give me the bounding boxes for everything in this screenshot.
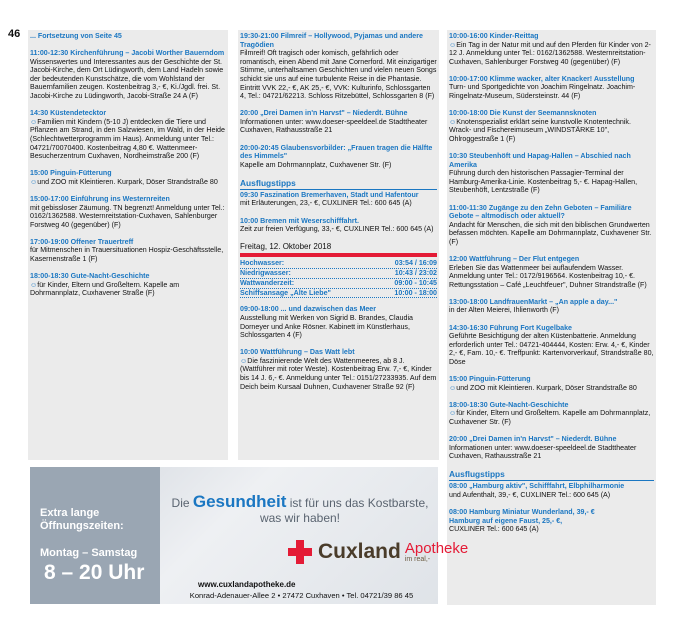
event-description: mit Erläuterungen, 23,- €, CUXLINER Tel.: 600 645 (A) [240, 199, 412, 208]
pharmacy-advertisement [30, 467, 469, 604]
smiley-icon: ☺ [30, 177, 38, 186]
tide-time: 09:00 - 10:45 [394, 278, 437, 287]
event-entry [240, 305, 437, 339]
event-title: 09:00-18:00 ... und dazwischen das Meer [240, 305, 377, 314]
event-title: 10:30 Steubenhöft und Hapag-Hallen – Abschied nach Amerika [449, 152, 631, 169]
tide-time: 10:43 / 23:02 [394, 268, 437, 277]
event-description: Geführte Besichtigung der alten Küstenbatterie. Anmeldung erforderlich unter Tel.: 04721-404444, Kosten: Erw. 4,- €, Kinder 2,- €, Fam. 10,- €. Treffpunkt: Kartenvorverkauf, Strandstraße 80, Döse [449, 332, 654, 366]
event-entry [449, 435, 654, 461]
event-entry [30, 195, 226, 229]
event-description: Kapelle am Dohrmannplatz, Cuxhavener Str. (F) [240, 160, 392, 169]
event-title: 10:00-18:00 Die Kunst der Seemannsknoten [449, 109, 597, 118]
ad-slogan: Die Gesundheit ist für uns das Kostbarste, was wir haben! [171, 492, 429, 525]
event-entry [449, 32, 654, 66]
tide-row [240, 279, 437, 289]
page-number: 46 [8, 28, 21, 40]
event-entry [449, 298, 654, 315]
event-description: Zeit zur freien Verfügung, 33,- €, CUXLINER Tel.: 600 645 (A) [240, 225, 434, 234]
event-description: Ausstellung mit Werken von Sigrid B. Brandes, Claudia Dorneyer und Anke Rösner. Kabinett im Künstlerhaus, Schlossgarten 4 (F) [240, 313, 413, 340]
tide-time: 10:00 - 18:00 [394, 288, 437, 297]
event-title: 20:00 „Drei Damen in'n Harvst" – Niederdt. Bühne [240, 109, 408, 118]
event-description: Erleben Sie das Wattenmeer bei auflaufendem Wasser. Anmeldung unter Tel.: 0172/9196564. Kostenbeitrag 10,- €. Rettungsstation – Café „Leuchtfeuer", Duhner Strandstraße (F) [449, 263, 647, 289]
event-description: für Kinder, Eltern und Großeltern. Kapelle am Dohrmannplatz, Cuxhavener Str. (F) [449, 409, 651, 426]
event-title: 20:00 „Drei Damen in'n Harvst" – Niederdt. Bühne [449, 434, 617, 443]
event-title: 11:00-12:30 Kirchenführung – Jacobi Worther Bauerndom [30, 49, 225, 58]
event-title-2: Hamburg auf eigene Faust, 25,- €, [449, 516, 563, 525]
tide-table [240, 259, 437, 298]
event-title: 17:00-19:00 Offener Trauertreff [30, 237, 134, 246]
event-description: und ZOO mit Kleintieren. Kurpark, Döser Strandstraße 80 [37, 177, 218, 186]
event-entry [30, 272, 226, 298]
column-2 [240, 32, 437, 400]
event-title: 18:00-18:30 Gute-Nacht-Geschichte [30, 272, 150, 281]
section-heading-ausflugstipps: Ausflugstipps [240, 178, 437, 190]
ad-days: Montag – Samstag [40, 547, 138, 559]
tide-label: Schiffsansage „Alte Liebe" [240, 288, 331, 297]
smiley-icon: ☺ [449, 383, 457, 392]
smiley-icon: ☺ [30, 280, 38, 289]
event-entry [240, 109, 437, 135]
tide-time: 03:54 / 16:09 [394, 259, 437, 268]
day-heading: Freitag, 12. Oktober 2018 [240, 242, 437, 257]
event-title: 13:00-18:00 LandfrauenMarkt – „An apple a day..." [449, 297, 618, 306]
event-title: 12:00 Wattführung – Der Flut entgegen [449, 254, 580, 263]
ad-extra-hours: Extra lange Öffnungszeiten: [40, 507, 124, 532]
event-title: 15:00 Pinguin-Fütterung [449, 375, 531, 383]
event-description: und ZOO mit Kleintieren. Kurpark, Döser Strandstraße 80 [456, 383, 637, 392]
event-entry [449, 482, 654, 499]
event-entry [240, 348, 437, 391]
event-title: 08:00 Hamburg Miniatur Wunderland, 39,- € [449, 507, 595, 516]
event-title: 14:30-16:30 Führung Fort Kugelbake [449, 323, 572, 332]
event-entry [449, 204, 654, 247]
event-entry [240, 217, 437, 234]
event-description: Knotenspezialist erklärt seine kunstvolle Knotentechnik. Wrack- und Fischereimuseum „WINDSTÄRKE 10", Ohlroggestraße 1 (F) [449, 117, 631, 143]
event-entry [449, 508, 654, 534]
event-title: 14:30 Küstendetecktor [30, 109, 107, 118]
smiley-icon: ☺ [449, 409, 457, 418]
event-description: Führung durch den historischen Passagier-Terminal der Hamburg-Amerika-Linie. Kostenbeitrag 5,- €. Hapag-Hallen, Steubenhöft, Lentzstraße (F) [449, 169, 638, 195]
event-description: Informationen unter: www.doeser-speeldeel.de Stadttheater Cuxhaven, Rathausstraße 21 [449, 443, 637, 461]
event-description: Turn- und Sportgedichte von Joachim Ringelnatz. Joachim-Ringelnatz-Museum, Südersteinstr. 44 (F) [449, 83, 636, 101]
ad-website[interactable]: www.cuxlandapotheke.de [198, 580, 296, 589]
event-description: in der Alten Meierei, Ihlienworth (F) [449, 306, 559, 315]
smiley-icon: ☺ [240, 356, 248, 365]
event-title: 10:00 Bremen mit Weserschifffahrt. [240, 216, 359, 225]
ad-address: Konrad-Adenauer-Allee 2 • 27472 Cuxhaven • Tel. 04721/39 86 45 [189, 591, 414, 600]
event-title: 15:00 Pinguin-Fütterung [30, 169, 112, 178]
event-description: Familien mit Kindern (5-10 J) entdecken die Tiere und Pflanzen am Strand, in den Salzwiesen, im Wald, in der Heide (Schlechtwetterprogramm im Haus). Anmeldung unter Tel.: 04721/70070400. Kostenbeitrag 4,80 €. Wattenmeer-Besucherzentrum Cuxhaven, Nordheimstraße 200 (F) [30, 117, 225, 161]
smiley-icon: ☺ [449, 117, 457, 126]
pharmacy-logo: Cuxland Apotheke im real,- [288, 540, 468, 564]
tide-row [240, 259, 437, 269]
event-entry [449, 324, 654, 367]
tide-label: Niedrigwasser: [240, 268, 291, 277]
event-description: und Aufenthalt, 39,- €, CUXLINER Tel.: 600 645 (A) [449, 490, 611, 499]
event-title: 15:00-17:00 Einführung ins Westernreiten [30, 194, 170, 203]
smiley-icon: ☺ [30, 117, 38, 126]
event-title: 08:00 „Hamburg aktiv", Schifffahrt, Elbphilharmonie [449, 482, 625, 491]
event-title: 19:30-21:00 Filmreif – Hollywood, Pyjamas und andere Tragödien [240, 32, 423, 49]
event-entry [30, 32, 226, 41]
ad-hours: 8 – 20 Uhr [44, 561, 145, 584]
tide-row [240, 289, 437, 299]
event-description: Ein Tag in der Natur mit und auf den Pferden für Kinder von 2-12 J. Anmeldung unter Tel.: 0162/1362588. Westernreitstation-Cuxhaven, Sahlenburger Forstweg 40 (gegenüber) (F) [449, 40, 651, 66]
event-entry [240, 32, 437, 101]
event-title: ... Fortsetzung von Seite 45 [30, 32, 122, 40]
event-description: Filmreif! Oft tragisch oder komisch, gefährlich oder romantisch, einen Abend mit Jane Cornerford. Mit einzigartiger Stimme, unterhaltsamen Geschichten und vielen neuen Songs schickt sie uns auf eine turbulente Reise in die Phantasie. Eintritt VVK 22,- €, AK 25,- €, VVK: Kulturinfo, Schlossgarten 4, Tel.: 04721/62213. Schloss Ritzebüttel, Schlossgarten 8 (F) [240, 49, 437, 101]
event-title: 18:00-18:30 Gute-Nacht-Geschichte [449, 400, 569, 409]
pharmacy-cross-icon [288, 540, 312, 564]
event-description: für Mitmenschen in Trauersituationen Hospiz-Geschäftsstelle, Kasernenstraße 1 (F) [30, 246, 224, 263]
event-entry [30, 169, 226, 186]
tide-label: Hochwasser: [240, 259, 285, 268]
event-description: Andacht für Menschen, die sich mit den biblischen Grundwerten befassen möchten. Kapelle am Dohrmannplatz, Cuxhavener Str. (F) [449, 220, 652, 246]
event-title: 10:00 Wattführung – Das Watt lebt [240, 348, 355, 357]
event-entry [449, 375, 654, 392]
event-description: Informationen unter: www.doeser-speeldeel.de Stadttheater Cuxhaven, Rathausstraße 21 [240, 117, 428, 135]
event-entry [449, 109, 654, 143]
event-entry [449, 75, 654, 101]
event-entry [449, 152, 654, 195]
event-title: 20:00-20:45 Glaubensvorbilder: „Frauen tragen die Hälfte des Himmels" [240, 143, 433, 161]
event-title: 10:00-17:00 Klimme wacker, alter Knacker! Ausstellung [449, 74, 635, 83]
event-entry [240, 191, 437, 208]
event-entry [30, 49, 226, 101]
smiley-icon: ☺ [449, 40, 457, 49]
event-title: 09:30 Faszination Bremerhaven, Stadt und Hafentour [240, 190, 419, 199]
event-title: 11:00-11:30 Zugänge zu den Zehn Geboten – Familiäre Gebote – altmodisch oder aktuell? [449, 203, 632, 221]
event-description: CUXLINER Tel.: 600 645 (A) [449, 525, 539, 534]
event-entry [449, 255, 654, 289]
column-1 [30, 32, 226, 306]
event-description: Wissenswertes und Interessantes aus der Geschichte der St. Jacobi-Kirche, dem Ort Lüdingworth, dem Land Hadeln sowie der bedeutenden Kunstschätze, die vom Wohlstand der Bauernfamilien zeugen. Kostenbeitrag 3,- €, Ki./Jgdl. frei. St. Jacobi-Kirche zu Lüdingworth, Jacobi-Straße 24 A (F) [30, 57, 224, 101]
event-description: Die faszinierende Welt des Wattenmeeres, ab 8 J. (Wattführer mit roter Weste). Kostenbeitrag Erw. 7,- €, Kinder bis 14 J. 6,- €. Anmeldung unter Tel.: 0151/27233935. Auf dem Deich beim Kursaal Duhnen, Cuxhavener Straße 92 (F) [240, 356, 437, 391]
section-heading-ausflugstipps-2: Ausflugstipps [449, 469, 654, 481]
event-entry [449, 401, 654, 427]
event-entry [30, 238, 226, 264]
tide-row [240, 269, 437, 279]
event-description: mit gebissloser Zäumung. TN begrenzt! Anmeldung unter Tel.: 0162/1362588. Westernreitstation-Cuxhaven, Sahlenburger Forstweg 40 (gegenüber) (F) [30, 203, 225, 229]
event-entry [30, 109, 226, 161]
event-title: 10:00-16:00 Kinder-Reittag [449, 32, 539, 40]
column-3 [449, 32, 654, 542]
event-description: für Kinder, Eltern und Großeltern. Kapelle am Dohrmannplatz, Cuxhavener Straße (F) [30, 280, 180, 298]
event-entry [240, 144, 437, 170]
tide-label: Wattwanderzeit: [240, 278, 295, 287]
